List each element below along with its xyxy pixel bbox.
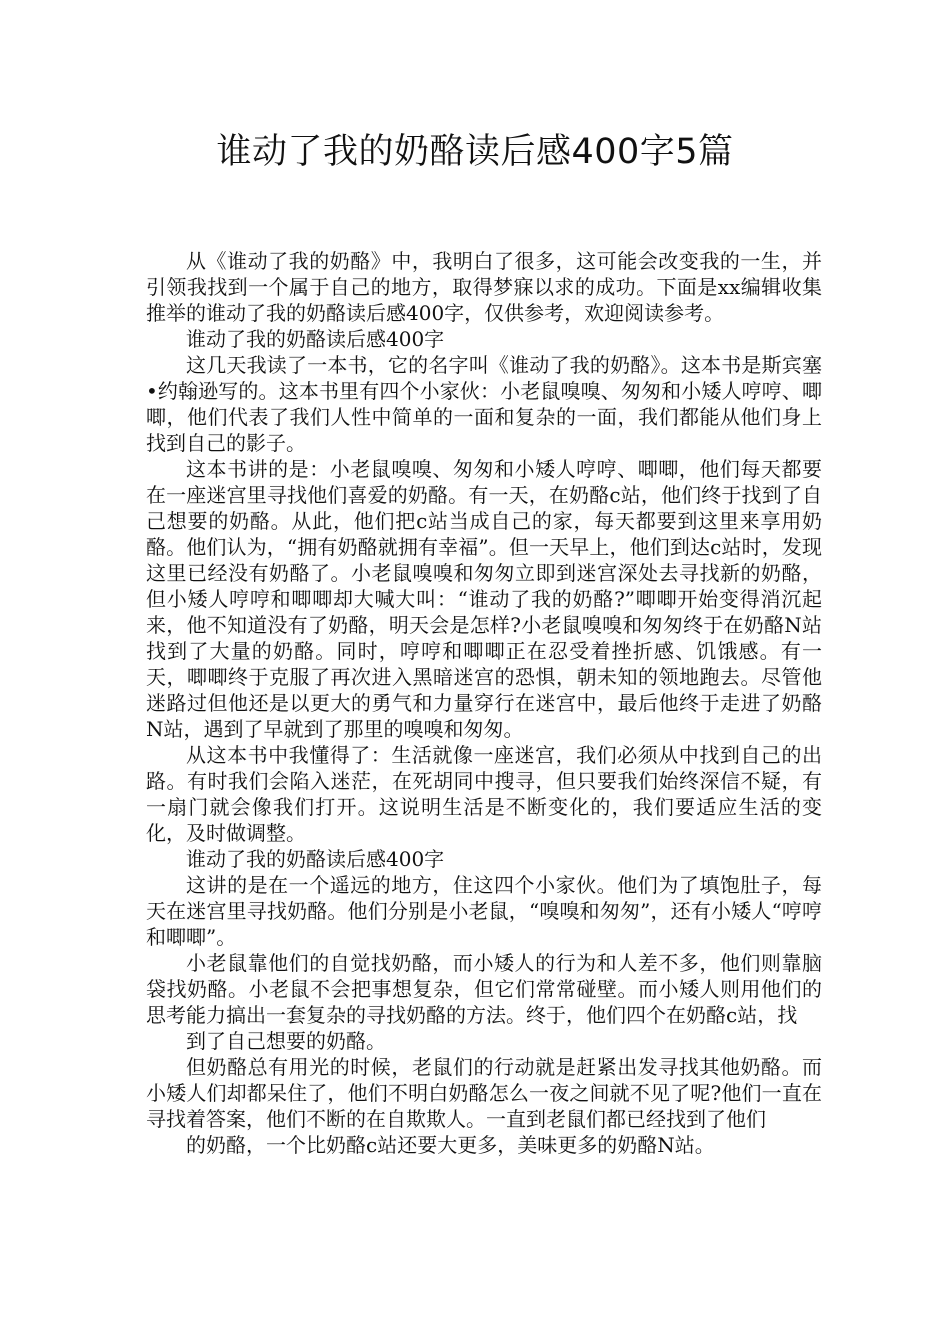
paragraph: 这几天我读了一本书，它的名字叫《谁动了我的奶酪》。这本书是斯宾塞•约翰逊写的。这本书里有四个小家伙：小老鼠嗅嗅、匆匆和小矮人哼哼、唧唧，他们代表了我们人性中简单的一面和复杂的一面，我们都能从他们身上找到自己的影子。 [146,353,822,455]
document-body [146,248,822,1158]
paragraph: 从这本书中我懂得了：生活就像一座迷宫，我们必须从中找到自己的出路。有时我们会陷入迷茫，在死胡同中搜寻，但只要我们始终深信不疑，有一扇门就会像我们打开。这说明生活是不断变化的，我们要适应生活的变化，及时做调整。 [146,743,822,845]
paragraph-intro: 从《谁动了我的奶酪》中，我明白了很多，这可能会改变我的一生，并引领我找到一个属于自己的地方，取得梦寐以求的成功。下面是xx编辑收集推举的谁动了我的奶酪读后感400字，仅供参考，欢迎阅读参考。 [146,249,822,325]
page-title: 谁动了我的奶酪读后感400字5篇 [216,132,734,172]
paragraph: 的奶酪，一个比奶酪c站还要大更多，美味更多的奶酪N站。 [186,1133,715,1157]
paragraph: 小老鼠靠他们的自觉找奶酪，而小矮人的行为和人差不多，他们则靠脑袋找奶酪。小老鼠不会把事想复杂，但它们常常碰壁。而小矮人则用他们的思考能力搞出一套复杂的寻找奶酪的方法。终于，他们四个在奶酪c站，找 [146,951,822,1027]
paragraph: 这本书讲的是：小老鼠嗅嗅、匆匆和小矮人哼哼、唧唧，他们每天都要在一座迷宫里寻找他们喜爱的奶酪。有一天，在奶酪c站，他们终于找到了自己想要的奶酪。从此，他们把c站当成自己的家，每天都要到这里来享用奶酪。他们认为，“拥有奶酪就拥有幸福”。但一天早上，他们到达c站时，发现这里已经没有奶酪了。小老鼠嗅嗅和匆匆立即到迷宫深处去寻找新的奶酪，但小矮人哼哼和唧唧却大喊大叫：“谁动了我的奶酪?”唧唧开始变得消沉起来，他不知道没有了奶酪，明天会是怎样?小老鼠嗅嗅和匆匆终于在奶酪N站找到了大量的奶酪。同时，哼哼和唧唧正在忍受着挫折感、饥饿感。有一天，唧唧终于克服了再次进入黑暗迷宫的恐惧，朝未知的领地跑去。尽管他迷路过但他还是以更大的勇气和力量穿行在迷宫中，最后他终于走进了奶酪N站，遇到了早就到了那里的嗅嗅和匆匆。 [146,457,822,741]
section-heading: 谁动了我的奶酪读后感400字 [186,847,445,871]
paragraph: 到了自己想要的奶酪。 [186,1029,386,1053]
section-heading: 谁动了我的奶酪读后感400字 [186,327,445,351]
paragraph: 这讲的是在一个遥远的地方，住这四个小家伙。他们为了填饱肚子，每天在迷宫里寻找奶酪。他们分别是小老鼠，“嗅嗅和匆匆”，还有小矮人“哼哼和唧唧”。 [146,873,822,949]
paragraph: 但奶酪总有用光的时候，老鼠们的行动就是赶紧出发寻找其他奶酪。而小矮人们却都呆住了，他们不明白奶酪怎么一夜之间就不见了呢?他们一直在寻找着答案，他们不断的在自欺欺人。一直到老鼠们都已经找到了他们 [146,1055,822,1131]
